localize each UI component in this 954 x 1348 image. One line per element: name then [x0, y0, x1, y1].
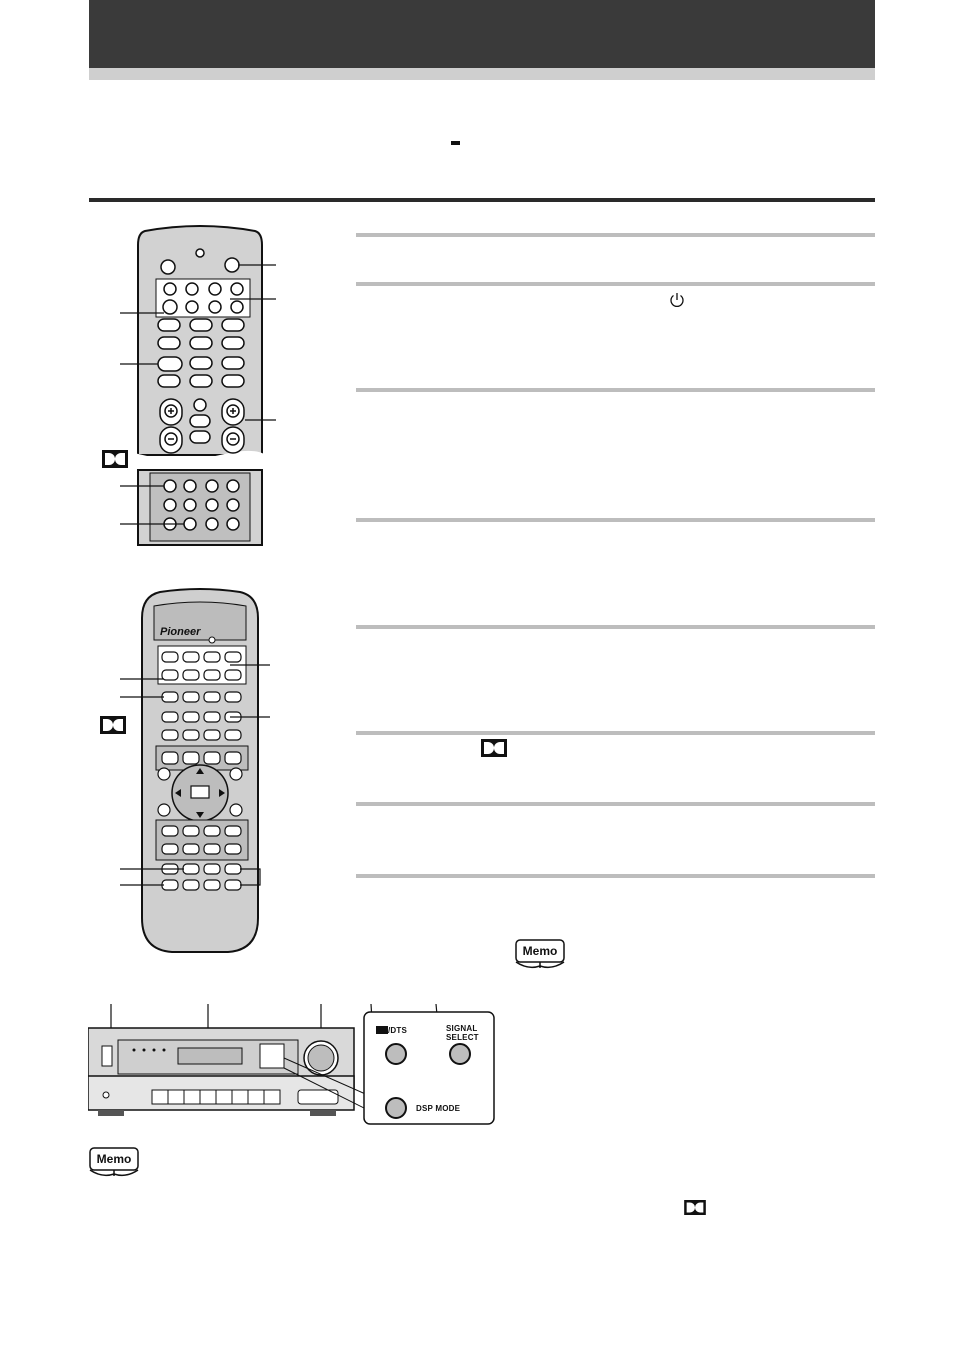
section-rule	[89, 198, 875, 202]
step-rule-2	[356, 282, 875, 286]
memo-label: Memo	[522, 944, 558, 958]
brand-logo: Pioneer	[160, 626, 201, 638]
memo-book-icon	[88, 1146, 140, 1180]
remote-control-lower	[120, 588, 280, 958]
dsp-mode-label: DSP MODE	[416, 1104, 461, 1113]
step-rule-5	[356, 625, 875, 629]
memo-book-icon	[514, 938, 566, 972]
step-rule-6	[356, 731, 875, 735]
dolby-double-d-icon	[684, 1200, 706, 1215]
dolby-double-d-icon	[481, 739, 507, 757]
dts-button-label: /DTS	[388, 1026, 408, 1035]
step-rule-8	[356, 874, 875, 878]
step-rule-7	[356, 802, 875, 806]
signal-select-label-line2: SELECT	[446, 1033, 479, 1042]
header-bar	[89, 0, 875, 68]
step-rule-3	[356, 388, 875, 392]
power-icon	[668, 291, 686, 309]
step-rule-4	[356, 518, 875, 522]
memo-label: Memo	[96, 1152, 132, 1166]
step-rule-1	[356, 233, 875, 237]
title-mark	[451, 141, 460, 145]
remote-control-upper	[120, 225, 280, 550]
signal-select-label-line1: SIGNAL	[446, 1024, 478, 1033]
header-strip	[89, 68, 875, 80]
